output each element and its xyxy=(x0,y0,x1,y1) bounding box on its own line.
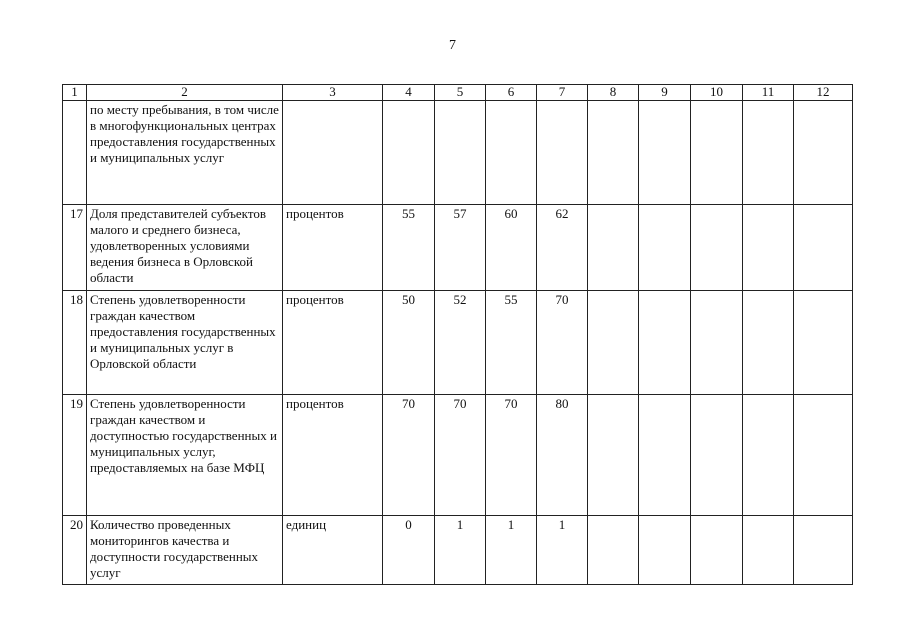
empty-cell xyxy=(794,516,853,585)
value-col-6 xyxy=(486,101,537,205)
indicator-name: Количество проведенных мониторингов качества и доступности государственных услуг xyxy=(87,516,283,585)
value-col-5: 52 xyxy=(435,291,486,395)
column-header: 7 xyxy=(537,85,588,101)
row-number: 18 xyxy=(63,291,87,395)
value-col-7: 62 xyxy=(537,205,588,291)
value-col-4: 50 xyxy=(383,291,435,395)
empty-cell xyxy=(639,205,691,291)
value-col-7 xyxy=(537,101,588,205)
unit: процентов xyxy=(283,291,383,395)
empty-cell xyxy=(743,291,794,395)
column-header: 11 xyxy=(743,85,794,101)
value-col-4: 70 xyxy=(383,395,435,516)
table-row xyxy=(63,101,853,205)
indicators-table xyxy=(62,84,853,585)
indicator-name: Доля представителей субъектов малого и среднего бизнеса, удовлетворенных условиями ведения бизнеса в Орловской области xyxy=(87,205,283,291)
table-row xyxy=(63,516,853,585)
header-row xyxy=(63,85,853,101)
value-col-7: 70 xyxy=(537,291,588,395)
page-number: 7 xyxy=(449,38,456,53)
value-col-4 xyxy=(383,101,435,205)
empty-cell xyxy=(794,101,853,205)
value-col-7: 80 xyxy=(537,395,588,516)
value-col-4: 55 xyxy=(383,205,435,291)
value-col-4: 0 xyxy=(383,516,435,585)
column-header: 1 xyxy=(63,85,87,101)
empty-cell xyxy=(639,516,691,585)
row-number: 17 xyxy=(63,205,87,291)
empty-cell xyxy=(794,205,853,291)
empty-cell xyxy=(588,291,639,395)
empty-cell xyxy=(588,205,639,291)
value-col-6: 70 xyxy=(486,395,537,516)
column-header: 3 xyxy=(283,85,383,101)
column-header: 5 xyxy=(435,85,486,101)
value-col-5: 57 xyxy=(435,205,486,291)
column-header: 9 xyxy=(639,85,691,101)
empty-cell xyxy=(743,395,794,516)
empty-cell xyxy=(794,395,853,516)
value-col-6: 60 xyxy=(486,205,537,291)
indicator-name: Степень удовлетворенности граждан качеством и доступностью государственных и муниципальных услуг, предоставляемых на базе МФЦ xyxy=(87,395,283,516)
empty-cell xyxy=(691,101,743,205)
indicator-name: Степень удовлетворенности граждан качеством предоставления государственных и муниципальных услуг в Орловской области xyxy=(87,291,283,395)
column-header: 12 xyxy=(794,85,853,101)
empty-cell xyxy=(588,395,639,516)
table-row xyxy=(63,291,853,395)
row-number xyxy=(63,101,87,205)
column-header: 4 xyxy=(383,85,435,101)
column-header: 6 xyxy=(486,85,537,101)
value-col-7: 1 xyxy=(537,516,588,585)
unit: процентов xyxy=(283,395,383,516)
empty-cell xyxy=(794,291,853,395)
empty-cell xyxy=(691,395,743,516)
empty-cell xyxy=(691,291,743,395)
row-number: 20 xyxy=(63,516,87,585)
empty-cell xyxy=(743,205,794,291)
value-col-6: 55 xyxy=(486,291,537,395)
value-col-6: 1 xyxy=(486,516,537,585)
table-row xyxy=(63,205,853,291)
empty-cell xyxy=(588,516,639,585)
unit xyxy=(283,101,383,205)
unit: процентов xyxy=(283,205,383,291)
indicator-name: по месту пребывания, в том числе в многофункциональных центрах предоставления государственных и муниципальных услуг xyxy=(87,101,283,205)
empty-cell xyxy=(639,101,691,205)
value-col-5: 70 xyxy=(435,395,486,516)
empty-cell xyxy=(639,395,691,516)
empty-cell xyxy=(691,205,743,291)
value-col-5: 1 xyxy=(435,516,486,585)
empty-cell xyxy=(588,101,639,205)
column-header: 8 xyxy=(588,85,639,101)
empty-cell xyxy=(743,516,794,585)
unit: единиц xyxy=(283,516,383,585)
row-number: 19 xyxy=(63,395,87,516)
empty-cell xyxy=(743,101,794,205)
table-row xyxy=(63,395,853,516)
value-col-5 xyxy=(435,101,486,205)
column-header: 10 xyxy=(691,85,743,101)
empty-cell xyxy=(639,291,691,395)
column-header: 2 xyxy=(87,85,283,101)
empty-cell xyxy=(691,516,743,585)
